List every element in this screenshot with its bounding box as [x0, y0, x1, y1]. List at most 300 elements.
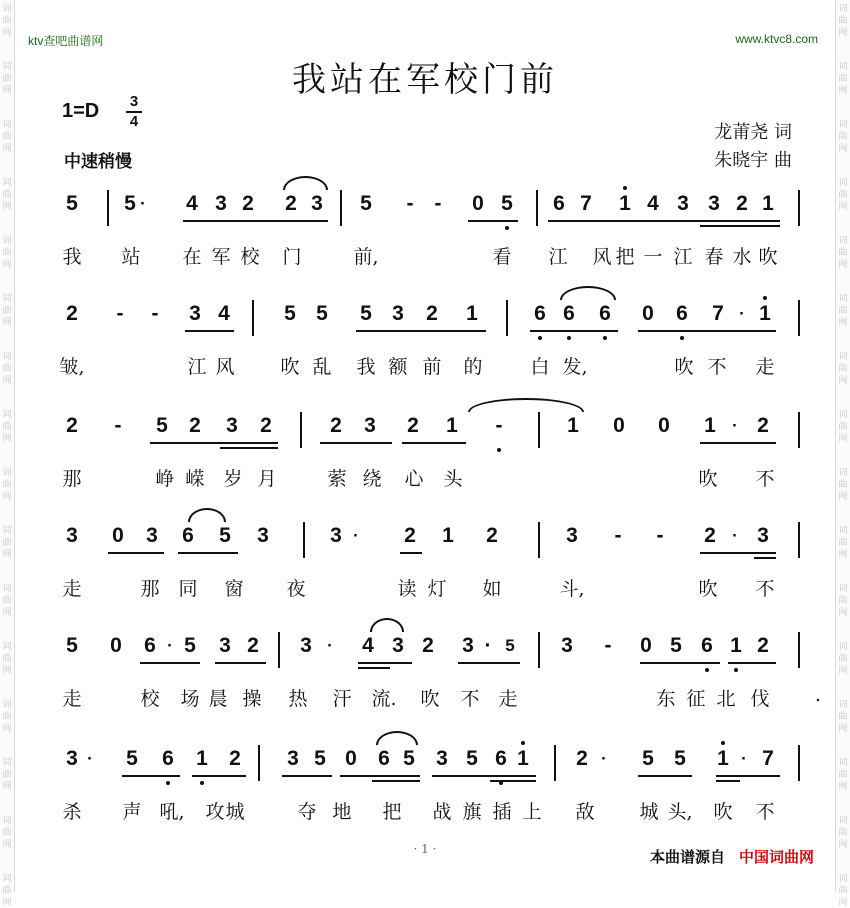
bar-line: [303, 522, 305, 558]
watermark-char: 曲: [2, 16, 12, 26]
lyric-char: 夺: [297, 801, 317, 823]
note: 5: [66, 192, 78, 215]
score-system: [0, 190, 850, 302]
note: 5: [66, 634, 78, 657]
bar-line: [798, 745, 800, 781]
note: 3: [219, 634, 231, 657]
lyric-char: 江: [673, 246, 693, 268]
note: 3: [66, 524, 78, 547]
note: 1: [567, 414, 579, 437]
lyric-char: 如: [482, 578, 502, 600]
note: 5: [360, 192, 372, 215]
watermark-char: 网: [838, 144, 848, 154]
watermark-char: 网: [2, 782, 12, 792]
site-link-left[interactable]: ktv查吧曲谱网: [28, 34, 104, 48]
bar-line: [798, 412, 800, 448]
note: ·: [601, 749, 607, 768]
watermark-char: 词: [2, 584, 12, 594]
watermark-char: 词: [2, 758, 12, 768]
octave-dot-low: [734, 668, 738, 672]
note: 6: [594, 302, 616, 326]
watermark-char: 网: [838, 782, 848, 792]
bar-line: [798, 300, 800, 336]
note: -: [656, 524, 664, 547]
watermark-char: 曲: [838, 886, 848, 896]
underline-beam: [183, 220, 328, 222]
underline-beam: [178, 552, 238, 554]
note: ·: [87, 749, 93, 768]
lyric-char: 那: [140, 578, 160, 600]
watermark-char: 曲: [838, 828, 848, 838]
note: ·: [140, 194, 146, 213]
underline-beam: [530, 330, 618, 332]
watermark-char: 词: [2, 410, 12, 420]
note: 5: [314, 747, 326, 770]
lyric-char: 额: [388, 356, 408, 378]
lyric-char: 场: [180, 688, 200, 710]
underline-beam: [372, 780, 420, 782]
note: 1: [614, 192, 636, 216]
note: 2: [757, 634, 769, 657]
watermark-char: 词: [838, 352, 848, 362]
note: 2: [426, 302, 438, 325]
lyric-char: 看: [492, 246, 512, 268]
bar-line: [538, 412, 540, 448]
lyric-char: 峥: [155, 468, 175, 490]
watermark-char: 网: [2, 840, 12, 850]
underline-beam: [402, 442, 466, 444]
note: 5: [674, 747, 686, 770]
bar-line: [798, 190, 800, 226]
lyric-char: 走: [62, 578, 82, 600]
watermark-char: 网: [838, 550, 848, 560]
watermark-char: 词: [2, 62, 12, 72]
watermark-char: 曲: [838, 74, 848, 84]
bar-line: [340, 190, 342, 226]
lyric-char: 军: [211, 246, 231, 268]
note: 1: [725, 634, 747, 658]
source-site-link[interactable]: 中国词曲网: [738, 848, 814, 866]
lyric-char: 头,: [667, 801, 693, 823]
song-title: 我站在军校门前: [292, 60, 558, 100]
note: 6: [696, 634, 718, 658]
watermark-char: 网: [838, 898, 848, 908]
note: ·: [739, 304, 745, 323]
note: 5: [466, 747, 478, 770]
note: 0: [345, 747, 357, 770]
note: 3: [364, 414, 376, 437]
lyric-char: 吹: [674, 356, 694, 378]
octave-dot-low: [200, 781, 204, 785]
bar-line: [506, 300, 508, 336]
lyric-char: 东: [656, 688, 676, 710]
note: 0: [110, 634, 122, 657]
watermark-char: 曲: [838, 16, 848, 26]
note: 3: [66, 747, 78, 770]
note: 5: [670, 634, 682, 657]
lyric-char: 门: [282, 246, 302, 268]
lyric-char: 白: [530, 356, 550, 378]
note: -: [151, 302, 159, 325]
lyric-char: 我: [356, 356, 376, 378]
lyric-char: 发,: [562, 356, 588, 378]
lyric-char: 热: [288, 688, 308, 710]
note: 0: [640, 634, 652, 657]
underline-beam: [358, 667, 390, 669]
note: ·: [741, 749, 747, 768]
lyric-char: 不: [707, 356, 727, 378]
lyric-char: 绕: [362, 468, 382, 490]
watermark-char: 网: [838, 608, 848, 618]
note: 2: [422, 634, 434, 657]
watermark-char: 词: [838, 236, 848, 246]
watermark-char: 网: [838, 724, 848, 734]
note: 6: [182, 524, 194, 547]
watermark-char: 词: [2, 178, 12, 188]
note: 2: [486, 524, 498, 547]
note: 3: [757, 524, 769, 547]
note: 3: [146, 524, 158, 547]
note: 3: [462, 634, 474, 657]
page-number: · 1 ·: [413, 842, 437, 856]
watermark-char: 曲: [838, 770, 848, 780]
underline-beam: [638, 775, 692, 777]
key-signature: 1=D: [62, 100, 100, 122]
watermark-char: 网: [2, 434, 12, 444]
watermark-char: 网: [2, 202, 12, 212]
watermark-char: 网: [838, 376, 848, 386]
note: 2: [330, 414, 342, 437]
watermark-char: 曲: [838, 364, 848, 374]
watermark-char: 词: [2, 120, 12, 130]
lyric-char: 吹: [713, 801, 733, 823]
lyric-char: 不: [755, 468, 775, 490]
watermark-char: 网: [2, 318, 12, 328]
underline-beam: [140, 662, 200, 664]
watermark-char: 词: [2, 874, 12, 884]
note: 4: [218, 302, 230, 325]
watermark-char: 词: [838, 526, 848, 536]
note: 2: [229, 747, 241, 770]
score-system: [0, 632, 850, 744]
note: 2: [242, 192, 254, 215]
note: 5: [496, 192, 518, 216]
note: 3: [330, 524, 342, 547]
lyric-char: 操: [242, 688, 262, 710]
lyric-char: 那: [62, 468, 82, 490]
underline-beam: [340, 775, 420, 777]
watermark-char: 词: [838, 294, 848, 304]
watermark-char: 曲: [838, 596, 848, 606]
lyric-char: 的: [463, 356, 483, 378]
octave-dot-low: [705, 668, 709, 672]
underline-beam: [356, 330, 486, 332]
lyric-char: 水: [732, 246, 752, 268]
watermark-char: 词: [838, 874, 848, 884]
note: 2: [404, 524, 416, 547]
watermark-char: 曲: [2, 132, 12, 142]
watermark-char: 网: [2, 724, 12, 734]
note: 5: [284, 302, 296, 325]
underline-beam: [122, 775, 180, 777]
lyric-char: 不: [755, 578, 775, 600]
watermark-char: 曲: [838, 306, 848, 316]
watermark-char: 网: [838, 666, 848, 676]
lyric-char: 战: [432, 801, 452, 823]
watermark-char: 词: [838, 62, 848, 72]
note: 4: [647, 192, 659, 215]
watermark-char: 曲: [2, 248, 12, 258]
watermark-char: 网: [2, 666, 12, 676]
meter-numerator: 3: [129, 93, 139, 110]
watermark-char: 曲: [838, 132, 848, 142]
octave-dot-low: [505, 226, 509, 230]
watermark-char: 曲: [838, 712, 848, 722]
lyric-char: 春: [704, 246, 724, 268]
bar-line: [798, 522, 800, 558]
note: 1: [466, 302, 478, 325]
underline-beam: [754, 557, 776, 559]
note: 5: [505, 636, 515, 655]
lyric-char: 把: [615, 246, 635, 268]
watermark-char: 曲: [2, 770, 12, 780]
lyric-char: 前,: [353, 246, 379, 268]
note: ·: [327, 636, 333, 655]
note: 3: [392, 302, 404, 325]
watermark-char: 曲: [838, 190, 848, 200]
note: 6: [553, 192, 565, 215]
bar-line: [258, 745, 260, 781]
underline-beam: [400, 552, 422, 554]
underline-beam: [108, 552, 164, 554]
note: 2: [285, 192, 297, 215]
octave-dot-low: [497, 448, 501, 452]
lyric-char: 皱,: [59, 356, 85, 378]
note: 0: [112, 524, 124, 547]
note: 2: [757, 414, 769, 437]
note: 6: [157, 747, 179, 771]
bar-line: [538, 522, 540, 558]
watermark-char: 网: [838, 86, 848, 96]
underline-beam: [700, 225, 780, 227]
note: 7: [580, 192, 592, 215]
note: 0: [472, 192, 484, 215]
watermark-char: 词: [2, 468, 12, 478]
lyric-char: 月: [257, 468, 277, 490]
score-system: [0, 522, 850, 634]
octave-dot-low: [680, 336, 684, 340]
watermark-char: 曲: [2, 306, 12, 316]
lyric-char: 前: [422, 356, 442, 378]
octave-dot-high: [521, 741, 525, 745]
watermark-char: 网: [838, 434, 848, 444]
note: 5: [316, 302, 328, 325]
lyric-char: 岁: [223, 468, 243, 490]
note: 2: [189, 414, 201, 437]
watermark-char: 网: [2, 898, 12, 908]
watermark-char: 词: [838, 584, 848, 594]
note: 1: [442, 524, 454, 547]
note: 3: [708, 192, 720, 215]
note: 3: [226, 414, 238, 437]
lyric-char: 不: [460, 688, 480, 710]
note: 2: [704, 524, 716, 547]
watermark-char: 曲: [2, 422, 12, 432]
note: 6: [490, 747, 512, 771]
note: 7: [712, 302, 724, 325]
note: ·: [732, 416, 738, 435]
score-system: [0, 300, 850, 412]
watermark-char: 词: [838, 410, 848, 420]
lyric-char: 不: [755, 801, 775, 823]
lyric-char: 吼,: [159, 801, 185, 823]
watermark-char: 词: [2, 700, 12, 710]
watermark-char: 词: [2, 642, 12, 652]
note: 6: [558, 302, 580, 326]
note: 2: [66, 302, 78, 325]
bar-line: [252, 300, 254, 336]
note: 3: [392, 634, 404, 657]
watermark-char: 词: [838, 178, 848, 188]
lyric-char: 斗,: [559, 578, 585, 600]
watermark-char: 网: [838, 28, 848, 38]
lyric-char: 一: [643, 246, 663, 268]
note: 4: [362, 634, 374, 657]
lyric-char: 萦: [327, 468, 347, 490]
underline-beam: [490, 780, 536, 782]
watermark-char: 词: [2, 4, 12, 14]
lyric-char: 征: [686, 688, 706, 710]
bar-line: [300, 412, 302, 448]
note: 0: [642, 302, 654, 325]
note: 3: [257, 524, 269, 547]
tempo-marking: 中速稍慢: [64, 152, 132, 172]
lyric-char: 吹: [698, 468, 718, 490]
lyric-char: 汗: [332, 688, 352, 710]
underline-beam: [700, 552, 776, 554]
note: 5: [124, 192, 136, 215]
watermark-char: 词: [838, 758, 848, 768]
watermark-char: 曲: [2, 74, 12, 84]
lyric-char: 流.: [371, 688, 397, 710]
note: 3: [189, 302, 201, 325]
note: 6: [378, 747, 390, 770]
lyric-char: 江: [187, 356, 207, 378]
note: ·: [732, 526, 738, 545]
lyricist-credit: 龙莆尧 词: [714, 122, 792, 143]
lyric-char: 风: [215, 356, 235, 378]
watermark-char: 词: [838, 468, 848, 478]
lyric-char: 城: [225, 801, 245, 823]
bar-line: [107, 190, 109, 226]
note: -: [434, 192, 442, 215]
lyric-char: 夜: [286, 578, 306, 600]
underline-beam: [220, 447, 278, 449]
note: ·: [484, 634, 492, 657]
watermark-char: 曲: [838, 538, 848, 548]
lyric-char: 江: [548, 246, 568, 268]
note: -: [488, 414, 510, 438]
bar-line: [538, 632, 540, 668]
watermark-char: 词: [838, 4, 848, 14]
lyric-char: 吹: [280, 356, 300, 378]
watermark-char: 网: [838, 202, 848, 212]
lyric-char: 吹: [758, 246, 778, 268]
note: 3: [215, 192, 227, 215]
watermark-char: 曲: [838, 480, 848, 490]
watermark-char: 曲: [2, 886, 12, 896]
watermark-char: 词: [838, 700, 848, 710]
watermark-char: 词: [2, 294, 12, 304]
note: 3: [436, 747, 448, 770]
underline-beam: [320, 442, 392, 444]
underline-beam: [700, 442, 776, 444]
watermark-char: 网: [838, 840, 848, 850]
note: 1: [754, 302, 776, 326]
note: 1: [446, 414, 458, 437]
underline-beam: [716, 780, 740, 782]
lyric-char: 走: [498, 688, 518, 710]
note: -: [614, 524, 622, 547]
underline-beam: [468, 220, 518, 222]
bar-line: [798, 632, 800, 668]
watermark-char: 网: [838, 492, 848, 502]
watermark-char: 曲: [2, 828, 12, 838]
note: 3: [300, 634, 312, 657]
bar-line: [278, 632, 280, 668]
bar-line: [554, 745, 556, 781]
underline-beam: [185, 330, 234, 332]
watermark-char: 曲: [838, 248, 848, 258]
watermark-char: 曲: [2, 712, 12, 722]
note: 7: [762, 747, 774, 770]
source-credit: [650, 846, 814, 867]
note: 3: [566, 524, 578, 547]
watermark-char: 曲: [2, 538, 12, 548]
lyric-char: 攻: [205, 801, 225, 823]
note: 5: [126, 747, 138, 770]
note: 6: [529, 302, 551, 326]
note: 2: [576, 747, 588, 770]
underline-beam: [432, 775, 536, 777]
tie-arc: [283, 176, 328, 190]
lyric-char: 走: [62, 688, 82, 710]
note: 5: [184, 634, 196, 657]
watermark-char: 词: [2, 236, 12, 246]
lyric-char: 走: [755, 356, 775, 378]
note: 4: [186, 192, 198, 215]
lyric-char: 伐: [750, 688, 770, 710]
note: -: [114, 414, 122, 437]
lyric-char: 城: [639, 801, 659, 823]
note: ·: [353, 526, 359, 545]
underline-beam: [282, 775, 332, 777]
watermark-char: 网: [2, 376, 12, 386]
note: 2: [66, 414, 78, 437]
note: 2: [736, 192, 748, 215]
note: 1: [191, 747, 213, 771]
watermark-char: 网: [2, 28, 12, 38]
octave-dot-low: [567, 336, 571, 340]
watermark-char: 曲: [2, 480, 12, 490]
time-signature: [126, 94, 142, 130]
site-link-right[interactable]: www.ktvc8.com: [735, 32, 818, 46]
underline-beam: [716, 775, 780, 777]
note: -: [116, 302, 124, 325]
lyric-char: 吹: [698, 578, 718, 600]
watermark-char: 词: [2, 352, 12, 362]
note: 6: [671, 302, 693, 326]
